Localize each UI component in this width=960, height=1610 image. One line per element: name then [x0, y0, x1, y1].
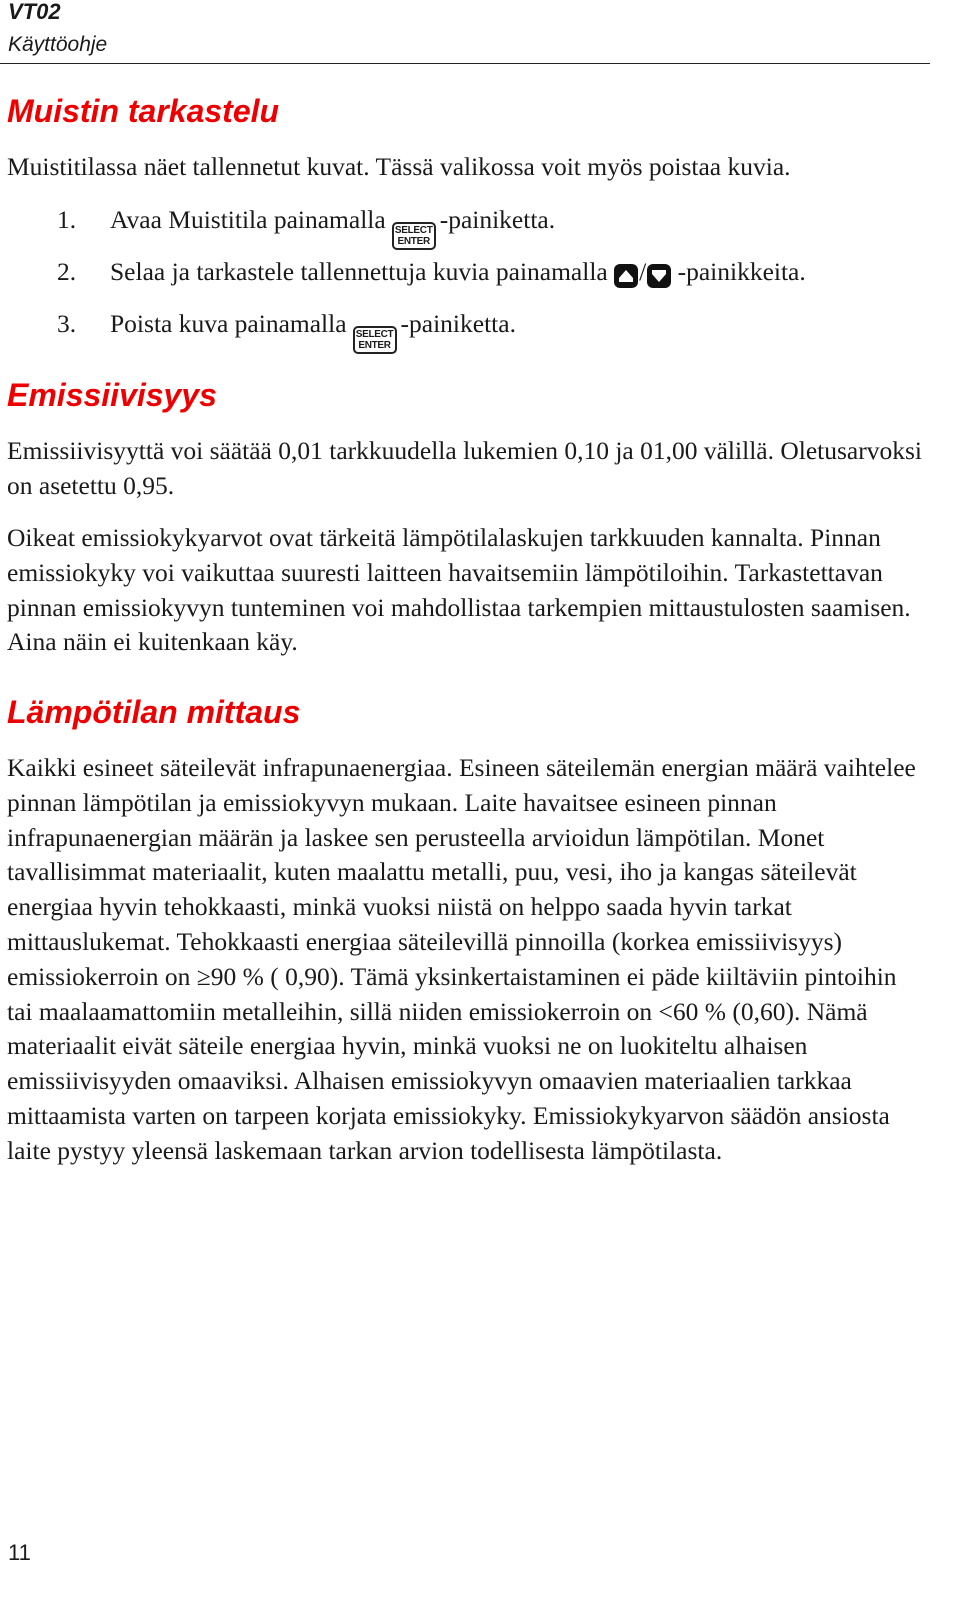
down-arrow-key-icon [647, 264, 671, 288]
section-title-memory: Muistin tarkastelu [7, 93, 280, 129]
emissivity-paragraph-1: Emissiivisyyttä voi säätää 0,01 tarkkuudella lukemien 0,10 ja 01,00 välillä. Oletusarvoksi on asetettu 0,95. [7, 436, 922, 500]
section-title-temperature: Lämpötilan mittaus [7, 694, 301, 730]
step-text-suffix: -painiketta. [400, 309, 516, 338]
manual-subtitle: Käyttöohje [8, 33, 108, 56]
step-text: Poista kuva painamalla [110, 309, 347, 338]
header-divider [0, 63, 930, 64]
step-text: Avaa Muistitila painamalla [110, 205, 386, 234]
step-text-suffix: -painikkeita. [677, 257, 806, 286]
emissivity-paragraph-2: Oikeat emissiokykyarvot ovat tärkeitä lämpötilalaskujen tarkkuuden kannalta. Pinnan emissiokyky voi vaikuttaa suuresti laitteen havaitsemiin lämpötiloihin. Tarkastettavan pinnan emissiokyvyn tunteminen voi mahdollistaa tarkempien mittaustulosten saamisen. Aina näin ei kuitenkaan käy. [7, 523, 911, 657]
select-enter-key-icon: SELECT ENTER [353, 326, 397, 354]
step-number: 2. [57, 257, 77, 286]
step-number: 1. [57, 205, 77, 234]
key-separator: / [639, 257, 647, 286]
page-number: 11 [8, 1540, 31, 1565]
up-arrow-key-icon [614, 264, 638, 288]
temperature-paragraph: Kaikki esineet säteilevät infrapunaenergiaa. Esineen säteilemän energian määrä vaihtelee pinnan lämpötilan ja emissiokyvyn mukaan. Laite havaitsee esineen pinnan infrapunaenergian määrän ja laskee sen perusteella arvioidun lämpötilan. Monet tavallisimmat materiaalit, kuten maalattu metalli, puu, vesi, iho ja kangas säteilevät energiaa hyvin tehokkaasti, minkä vuoksi niistä on helppo saada hyvin tarkat mittauslukemat. Tehokkaasti energiaa säteilevillä pinnoilla (korkea emissiivisyys) emissiokerroin on ≥90 % ( 0,90). Tämä yksinkertaistaminen ei päde kiiltäviin pintoihin tai maalaamattomiin metalleihin, sillä niiden emissiokerroin on <60 % (0,60). Nämä materiaalit eivät säteile energiaa hyvin, minkä vuoksi ne on luokiteltu alhaisen emissiivisyyden omaaviksi. Alhaisen emissiokyvyn omaavien materiaalien tarkkaa mittaamista varten on tarpeen korjata emissiokyky. Emissiokykyarvon säädön ansiosta laite pystyy yleensä laskemaan tarkan arvion todellisesta lämpötilasta. [7, 753, 916, 1165]
section-title-emissivity: Emissiivisyys [7, 377, 217, 413]
step-number: 3. [57, 309, 77, 338]
select-enter-key-icon: SELECT ENTER [392, 222, 436, 250]
step-2 [57, 255, 806, 289]
step-3 [57, 307, 516, 354]
memory-intro: Muistitilassa näet tallennetut kuvat. Tässä valikossa voit myös poistaa kuvia. [7, 152, 791, 181]
step-text: Selaa ja tarkastele tallennettuja kuvia painamalla [110, 257, 608, 286]
step-1 [57, 203, 555, 250]
step-text-suffix: -painiketta. [439, 205, 556, 234]
model-name: VT02 [8, 0, 61, 24]
page-header [8, 0, 928, 58]
